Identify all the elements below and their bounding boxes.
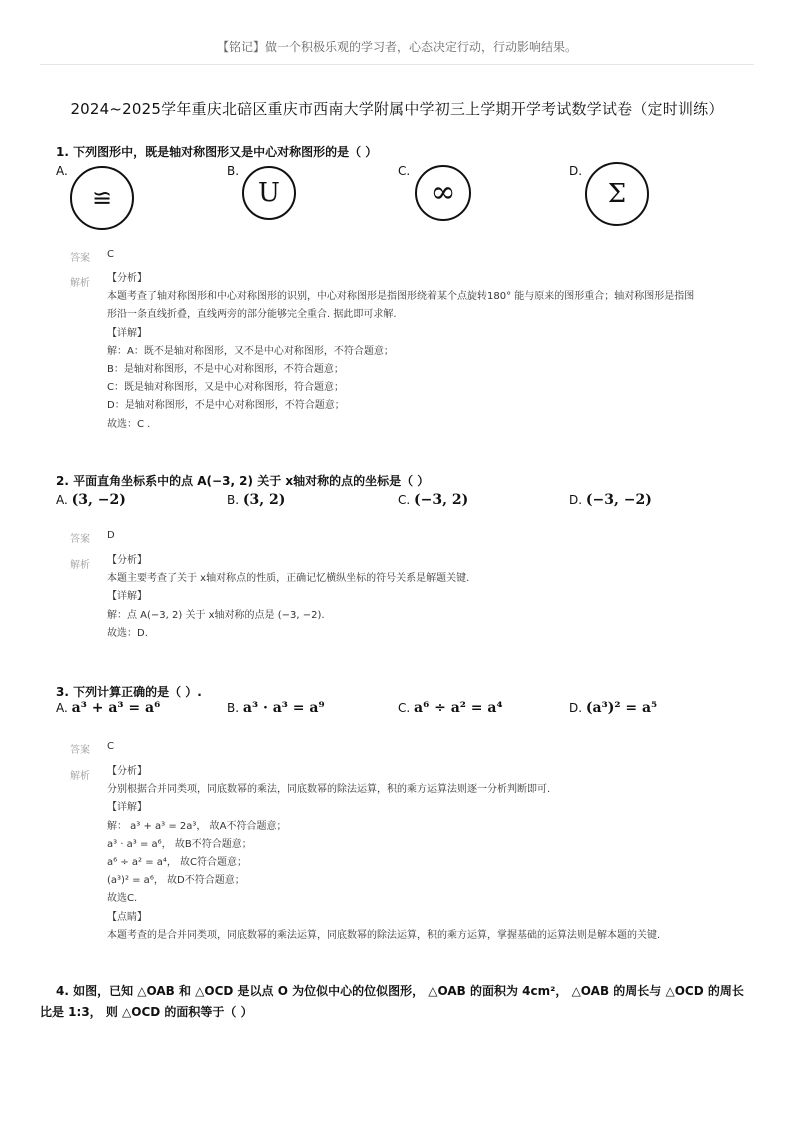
q2-answer-label: 答案 — [70, 534, 90, 545]
q1-option-c-figure — [415, 165, 471, 221]
q3-option-a — [56, 700, 160, 716]
letter-u-symbol-icon: U — [258, 178, 280, 208]
q1-analysis-label: 解析 — [70, 278, 90, 289]
q2-option-d — [569, 492, 652, 508]
q2-option-b-value: (3, 2) — [242, 492, 286, 508]
q3-option-c — [398, 700, 503, 716]
question-1-stem: 1. 下列图形中，既是轴对称图形又是中心对称图形的是（ ） — [56, 145, 378, 159]
q1-option-d-figure — [585, 162, 649, 226]
q2-option-a-letter: A. — [56, 493, 68, 507]
q1-option-a-letter: A. — [56, 164, 68, 178]
q3-option-b-letter: B. — [227, 701, 240, 715]
question-3-stem: 3. 下列计算正确的是（ ）. — [56, 685, 202, 699]
q1-answer-label: 答案 — [70, 253, 90, 264]
q1-option-b-letter: B. — [227, 164, 240, 178]
q2-analysis-text: 【分析】 本题主要考查了关于 x轴对称点的性质，正确记忆横纵坐标的符号关系是解题关键. 【详解】 解：点 A(−3, 2) 关于 x轴对称的点是 (−3, −2). 故选：D. — [107, 555, 470, 639]
q2-option-b-letter: B. — [227, 493, 240, 507]
q3-analysis-text: 【分析】 分别根据合并同类项，同底数幂的乘法，同底数幂的除法运算，积的乘方运算法则逐一分析判断即可. 【详解】 解： a³ + a³ = 2a³， 故A不符合题意； a³ · a³ = a⁶， 故B不符合题意； a⁶ ÷ a² = a⁴， 故C符合题意； (a³)² = a⁶， 故D不符合题意； 故选C. 【点睛】 本题考查的是合并同类项，同底数幂的乘法运算，同底数幂的除法运算，积的乘方运算，掌握基础的运算法则是解本题的关键. — [107, 766, 661, 941]
q3-answer-label: 答案 — [70, 745, 90, 756]
q3-analysis-label: 解析 — [70, 771, 90, 782]
question-4-stem-line-1: 4. 如图，已知 △OAB 和 △OCD 是以点 O 为位似中心的位似图形， △OAB 的面积为 4cm²， △OAB 的周长与 △OCD 的周长 — [56, 984, 744, 998]
q1-option-d-letter: D. — [569, 164, 583, 178]
q1-option-c-letter: C. — [398, 164, 411, 178]
q3-option-c-letter: C. — [398, 701, 411, 715]
q3-option-d-letter: D. — [569, 701, 583, 715]
q2-option-d-value: (−3, −2) — [585, 492, 652, 508]
q2-option-d-letter: D. — [569, 493, 583, 507]
q2-option-c — [398, 492, 468, 508]
header-divider — [40, 64, 754, 65]
q1-option-a-figure — [70, 166, 134, 230]
q2-analysis-label: 解析 — [70, 560, 90, 571]
question-2-stem: 2. 平面直角坐标系中的点 A(−3, 2) 关于 x轴对称的点的坐标是（ ） — [56, 474, 430, 488]
q3-option-c-value: a⁶ ÷ a² = a⁴ — [414, 700, 503, 716]
motto-header: 【铭记】做一个积极乐观的学习者，心态决定行动，行动影响结果。 — [216, 40, 577, 54]
q1-answer-value: C — [107, 249, 114, 260]
page-title: 2024~2025学年重庆北碚区重庆市西南大学附属中学初三上学期开学考试数学试卷（定时训练） — [70, 100, 724, 118]
q2-option-a-value: (3, −2) — [71, 492, 126, 508]
q3-option-b-value: a³ · a³ = a⁹ — [242, 700, 325, 716]
q3-option-a-value: a³ + a³ = a⁶ — [71, 700, 161, 716]
infinity-symbol-icon: ∞ — [430, 175, 456, 210]
q2-option-a — [56, 492, 126, 508]
q3-answer-value: C — [107, 741, 114, 752]
congruence-symbol-icon: ≌ — [91, 184, 113, 212]
q3-option-b — [227, 700, 325, 716]
q1-option-b-figure — [242, 166, 296, 220]
q2-option-b — [227, 492, 285, 508]
q3-option-d-value: (a³)² = a⁵ — [585, 700, 658, 716]
q2-answer-value: D — [107, 530, 115, 541]
q3-option-d — [569, 700, 657, 716]
sigma-symbol-icon: Σ — [607, 179, 627, 209]
q2-option-c-letter: C. — [398, 493, 411, 507]
q3-option-a-letter: A. — [56, 701, 68, 715]
question-4-stem-line-2: 比是 1:3， 则 △OCD 的面积等于（ ） — [40, 1005, 253, 1019]
q2-option-c-value: (−3, 2) — [414, 492, 469, 508]
q1-analysis-text: 【分析】 本题考查了轴对称图形和中心对称图形的识别，中心对称图形是指图形绕着某个点旋转180° 能与原来的图形重合；轴对称图形是指图 形沿一条直线折叠，直线两旁的部分能够完全重合. 据此即可求解. 【详解】 解：A：既不是轴对称图形，又不是中心对称图形，不符合题意； B：是轴对称图形，不是中心对称图形，不符合题意； C：既是轴对称图形，又是中心对称图形，符合题意； D：是轴对称图形，不是中心对称图形，不符合题意； 故选：C . — [107, 273, 695, 430]
